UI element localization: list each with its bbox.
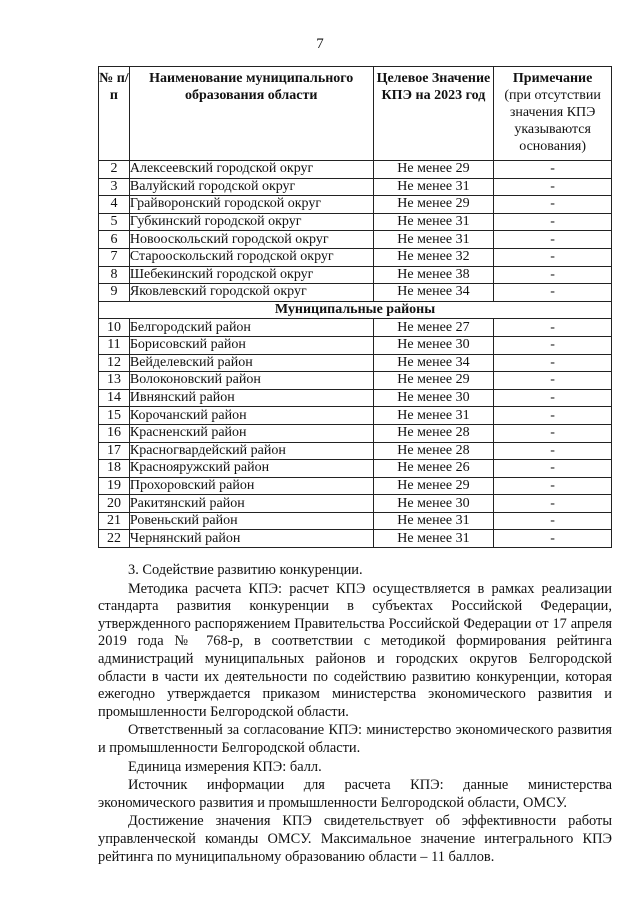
body-text: [98, 562, 612, 866]
paragraph: Методика расчета КПЭ: расчет КПЭ осуществляется в рамках реализации стандарта развития конкуренции в субъектах Российской Федерации, утвержденного распоряжением Правительства Российской Федерации от 17 апреля 2019 года № 768-р, в соответствии с методикой формирования рейтинга администраций муниципальных районов и городских округов Белгородской области в части их деятельности по содействию развитию конкуренции, которая ежегодно утверждается приказом министерства экономического развития и промышленности Белгородской области.: [98, 580, 612, 720]
row-name: Вейделевский район: [129, 354, 373, 372]
row-value: Не менее 31: [373, 407, 494, 425]
row-number: 22: [99, 530, 130, 548]
row-value: Не менее 31: [373, 530, 494, 548]
row-number: 19: [99, 477, 130, 495]
row-value: Не менее 27: [373, 319, 494, 337]
paragraph: Источник информации для расчета КПЭ: данные министерства экономического развития и промышленности Белгородской области, ОМСУ.: [98, 777, 612, 811]
row-note: -: [494, 319, 612, 337]
row-name: Краснояружский район: [129, 460, 373, 478]
row-number: 14: [99, 389, 130, 407]
row-value: Не менее 29: [373, 196, 494, 214]
paragraph: 3. Содействие развитию конкуренции.: [128, 562, 363, 578]
row-number: 3: [99, 178, 130, 196]
row-note: -: [494, 284, 612, 302]
row-value: Не менее 38: [373, 266, 494, 284]
paragraph: Достижение значения КПЭ свидетельствует об эффективности работы управленческой команды ОМСУ. Максимальное значение интегрального КПЭ рейтинга по муниципальному образованию области – 11 баллов.: [98, 813, 612, 865]
row-note: -: [494, 495, 612, 513]
row-number: 9: [99, 284, 130, 302]
table-row: [99, 530, 612, 548]
kpe-table: [98, 66, 612, 548]
row-number: 6: [99, 231, 130, 249]
row-note: -: [494, 442, 612, 460]
row-value: Не менее 31: [373, 213, 494, 231]
table-section: [99, 301, 612, 319]
row-number: 12: [99, 354, 130, 372]
header-name: Наименование муниципального образования области: [129, 67, 373, 161]
row-note: -: [494, 178, 612, 196]
row-name: Корочанский район: [129, 407, 373, 425]
section-row: [99, 301, 612, 319]
row-name: Красненский район: [129, 424, 373, 442]
table-row: [99, 196, 612, 214]
row-value: Не менее 28: [373, 424, 494, 442]
row-name: Волоконовский район: [129, 372, 373, 390]
table-row: [99, 319, 612, 337]
row-name: Грайворонский городской округ: [129, 196, 373, 214]
row-value: Не менее 29: [373, 372, 494, 390]
table-row: [99, 354, 612, 372]
row-value: Не менее 31: [373, 178, 494, 196]
row-name: Старооскольский городской округ: [129, 248, 373, 266]
paragraph: Единица измерения КПЭ: балл.: [128, 758, 322, 775]
row-note: -: [494, 530, 612, 548]
row-value: Не менее 34: [373, 284, 494, 302]
table-row: [99, 442, 612, 460]
paragraph: Ответственный за согласование КПЭ: министерство экономического развития и промышленности Белгородской области.: [98, 722, 612, 756]
table-body-urban: [99, 161, 612, 302]
row-note: -: [494, 372, 612, 390]
row-value: Не менее 29: [373, 477, 494, 495]
row-name: Белгородский район: [129, 319, 373, 337]
row-number: 8: [99, 266, 130, 284]
row-name: Ивнянский район: [129, 389, 373, 407]
table-row: [99, 424, 612, 442]
section-title: Муниципальные районы: [99, 301, 612, 319]
header-value: Целевое Значение КПЭ на 2023 год: [373, 67, 494, 161]
header-num: № п/п: [99, 67, 130, 161]
row-value: Не менее 30: [373, 336, 494, 354]
table-body-districts: [99, 319, 612, 548]
row-number: 21: [99, 512, 130, 530]
row-name: Алексеевский городской округ: [129, 161, 373, 179]
row-name: Шебекинский городской округ: [129, 266, 373, 284]
header-note: [494, 67, 612, 161]
row-note: -: [494, 231, 612, 249]
row-number: 18: [99, 460, 130, 478]
table-row: [99, 460, 612, 478]
table-row: [99, 389, 612, 407]
row-number: 13: [99, 372, 130, 390]
row-name: Ровеньский район: [129, 512, 373, 530]
row-name: Новооскольский городской округ: [129, 231, 373, 249]
table-row: [99, 336, 612, 354]
row-value: Не менее 26: [373, 460, 494, 478]
row-value: Не менее 31: [373, 231, 494, 249]
row-name: Прохоровский район: [129, 477, 373, 495]
row-number: 5: [99, 213, 130, 231]
row-value: Не менее 34: [373, 354, 494, 372]
row-value: Не менее 32: [373, 248, 494, 266]
row-value: Не менее 31: [373, 512, 494, 530]
table-row: [99, 477, 612, 495]
table-row: [99, 284, 612, 302]
row-number: 4: [99, 196, 130, 214]
row-number: 16: [99, 424, 130, 442]
row-number: 7: [99, 248, 130, 266]
table-row: [99, 407, 612, 425]
row-number: 11: [99, 336, 130, 354]
row-name: Валуйский городской округ: [129, 178, 373, 196]
page-number: 7: [316, 36, 324, 52]
row-name: Красногвардейский район: [129, 442, 373, 460]
row-value: Не менее 30: [373, 495, 494, 513]
row-number: 17: [99, 442, 130, 460]
row-note: -: [494, 460, 612, 478]
row-number: 20: [99, 495, 130, 513]
table-row: [99, 266, 612, 284]
table-row: [99, 495, 612, 513]
table-row: [99, 512, 612, 530]
header-note-subtitle: (при отсутствии значения КПЭ указываются основания): [504, 88, 601, 154]
row-note: -: [494, 161, 612, 179]
row-value: Не менее 30: [373, 389, 494, 407]
table-header-row: [99, 67, 612, 161]
table-row: [99, 178, 612, 196]
row-note: -: [494, 424, 612, 442]
table-row: [99, 372, 612, 390]
row-note: -: [494, 248, 612, 266]
row-note: -: [494, 336, 612, 354]
row-note: -: [494, 407, 612, 425]
row-name: Губкинский городской округ: [129, 213, 373, 231]
row-note: -: [494, 266, 612, 284]
table-row: [99, 161, 612, 179]
row-number: 10: [99, 319, 130, 337]
row-note: -: [494, 389, 612, 407]
row-name: Яковлевский городской округ: [129, 284, 373, 302]
row-note: -: [494, 196, 612, 214]
row-number: 15: [99, 407, 130, 425]
row-note: -: [494, 213, 612, 231]
row-value: Не менее 28: [373, 442, 494, 460]
row-name: Борисовский район: [129, 336, 373, 354]
row-note: -: [494, 354, 612, 372]
row-name: Чернянский район: [129, 530, 373, 548]
row-note: -: [494, 512, 612, 530]
table-row: [99, 231, 612, 249]
header-note-title: Примечание: [512, 71, 593, 86]
table-row: [99, 213, 612, 231]
row-note: -: [494, 477, 612, 495]
row-value: Не менее 29: [373, 161, 494, 179]
row-name: Ракитянский район: [129, 495, 373, 513]
table-row: [99, 248, 612, 266]
row-number: 2: [99, 161, 130, 179]
